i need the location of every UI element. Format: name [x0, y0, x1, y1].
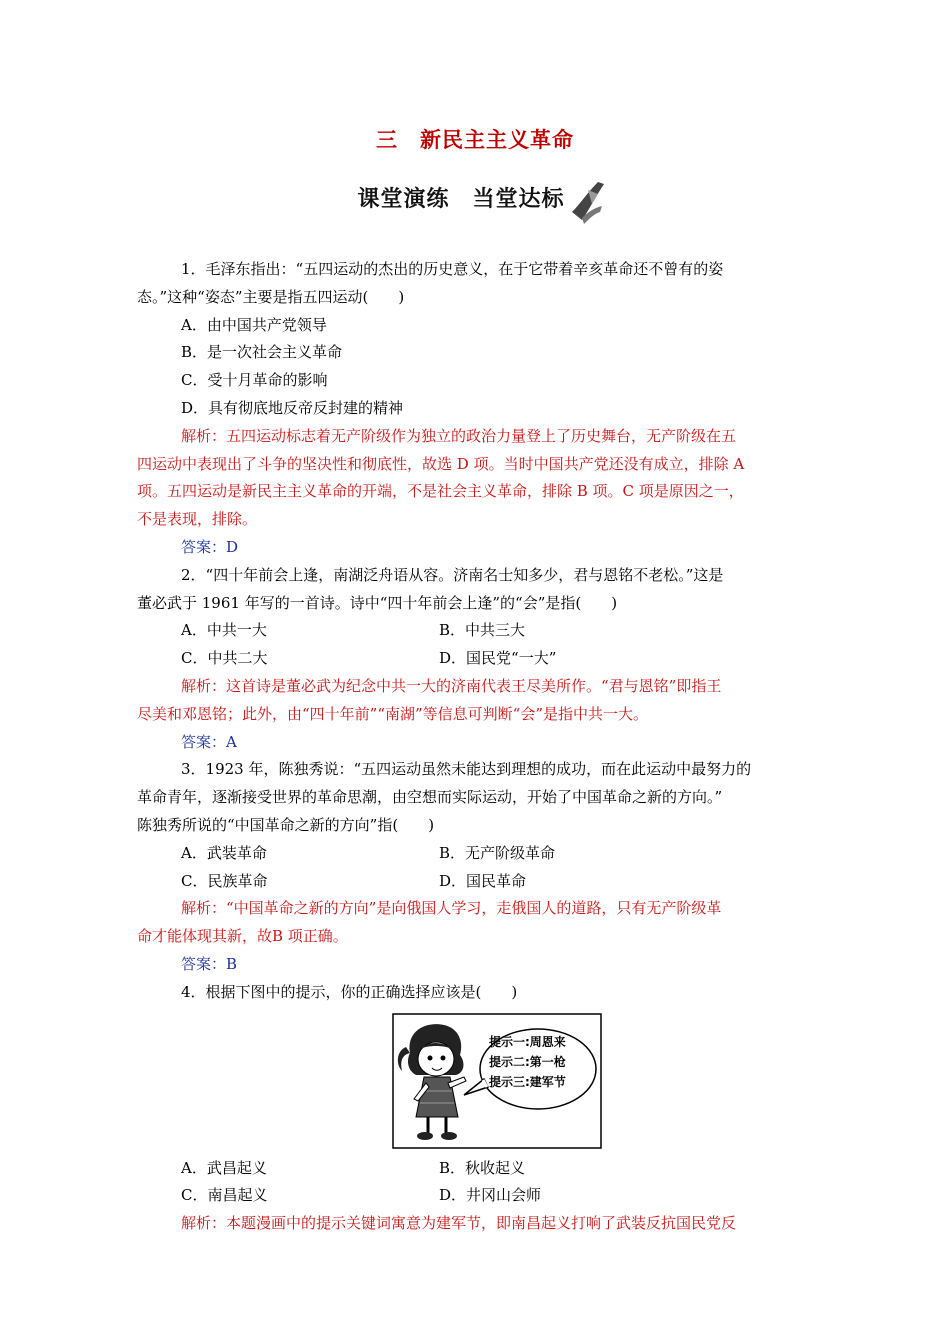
question-1	[137, 256, 813, 562]
question-3	[137, 756, 813, 978]
question-2	[137, 562, 813, 757]
option-d: D．国民革命	[439, 871, 527, 890]
options-row	[137, 1155, 813, 1183]
option-c: C．南昌起义	[181, 1186, 268, 1205]
question-stem: 革命青年，逐渐接受世界的革命思潮，由空想而实际运动，开始了中国革命之新的方向。”	[137, 788, 723, 807]
analysis-text: 解析：“中国革命之新的方向”是向俄国人学习，走俄国人的道路，只有无产阶级革	[181, 899, 722, 918]
answer-text: 答案：A	[181, 732, 237, 751]
option-d: D．具有彻底地反帝反封建的精神	[181, 398, 404, 417]
option-b: B．无产阶级革命	[439, 843, 556, 862]
option-d: D．井冈山会师	[439, 1186, 542, 1205]
banner-label: 课堂演练 当堂达标	[357, 187, 565, 212]
analysis-text: 解析：本题漫画中的提示关键词寓意为建军节，即南昌起义打响了武装反抗国民党反	[181, 1214, 737, 1233]
options-row	[137, 617, 813, 645]
section-banner	[336, 178, 614, 226]
option-c: C．民族革命	[181, 871, 268, 890]
question-stem: 陈独秀所说的“中国革命之新的方向”指( )	[137, 815, 435, 834]
question-stem: 3．1923 年，陈独秀说：“五四运动虽然未能达到理想的成功，而在此运动中最努力的	[181, 760, 752, 779]
question-stem: 1．毛泽东指出：“五四运动的杰出的历史意义，在于它带着辛亥革命还不曾有的姿	[181, 260, 724, 278]
options-row	[137, 840, 813, 868]
analysis-text: 四运动中表现出了斗争的坚决性和彻底性，故选 D 项。当时中国共产党还没有成立，排除 A	[137, 454, 745, 473]
option-a: A．武装革命	[181, 843, 267, 862]
analysis-text: 项。五四运动是新民主主义革命的开端，不是社会主义革命，排除 B 项。C 项是原因之一，	[137, 482, 744, 501]
question-content	[137, 256, 813, 1238]
options-row	[137, 645, 813, 673]
question-stem: 2．“四十年前会上逢，南湖泛舟语从容。济南名士知多少，君与恩铭不老松。”这是	[181, 565, 724, 584]
option-d: D．国民党“一大”	[439, 649, 557, 668]
options-row	[137, 868, 813, 896]
option-b: B．是一次社会主义革命	[181, 343, 343, 362]
hint-3: 提示三:建军节	[489, 1074, 566, 1089]
question-stem: 董必武于 1961 年写的一首诗。诗中“四十年前会上逢”的“会”是指( )	[137, 593, 618, 612]
hint-2: 提示二:第一枪	[489, 1054, 566, 1069]
options-row	[137, 1182, 813, 1210]
analysis-text: 命才能体现其新，故B 项正确。	[137, 927, 348, 946]
option-a: A．由中国共产党领导	[181, 315, 327, 334]
analysis-text: 解析：五四运动标志着无产阶级作为独立的政治力量登上了历史舞台，无产阶级在五	[181, 426, 737, 445]
cartoon-figure	[137, 1013, 813, 1151]
hint-1: 提示一:周恩来	[489, 1034, 566, 1049]
page-title: 三 新民主主义革命	[376, 127, 574, 152]
option-a: A．中共一大	[181, 621, 267, 640]
option-a: A．武昌起义	[181, 1158, 267, 1177]
question-4	[137, 979, 813, 1238]
analysis-text: 不是表现，排除。	[137, 510, 258, 529]
analysis-text: 解析：这首诗是董必武为纪念中共一大的济南代表王尽美所作。“君与恩铭”即指王	[181, 676, 722, 695]
analysis-text: 尽美和邓恩铭；此外，由“四十年前”“南湖”等信息可判断“会”是指中共一大。	[137, 704, 649, 723]
answer-text: 答案：D	[181, 537, 239, 556]
answer-text: 答案：B	[181, 954, 238, 973]
question-stem: 4．根据下图中的提示，你的正确选择应该是( )	[181, 982, 518, 1001]
question-stem: 态。”这种“姿态”主要是指五四运动( )	[137, 287, 405, 306]
option-b: B．秋收起义	[439, 1158, 526, 1177]
option-c: C．受十月革命的影响	[181, 371, 328, 390]
option-c: C．中共二大	[181, 649, 268, 668]
option-b: B．中共三大	[439, 621, 526, 640]
